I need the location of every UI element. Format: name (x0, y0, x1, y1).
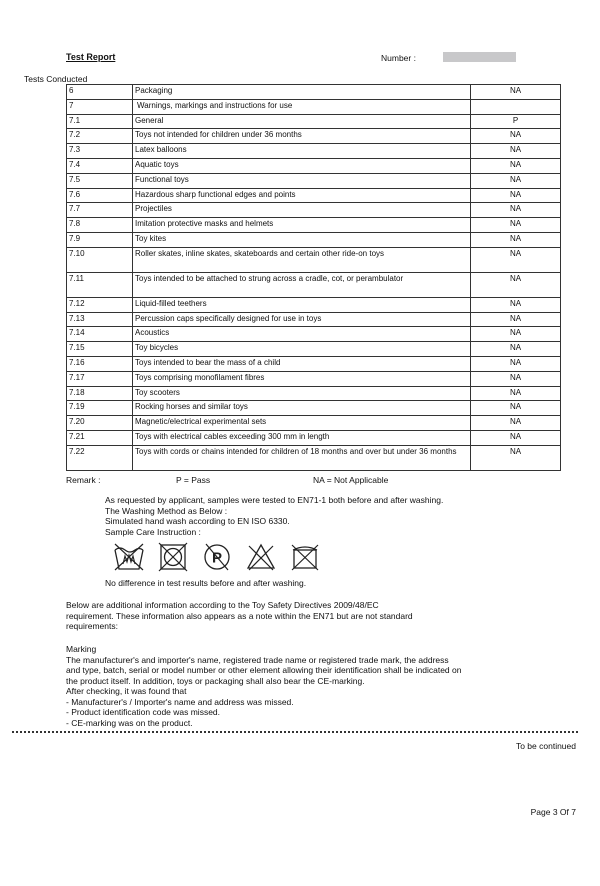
marking-finding: - Product identification code was missed. (66, 707, 221, 717)
section-title: Tests Conducted (24, 74, 88, 84)
clause-cell: 7.2 (67, 129, 133, 144)
washing-method-line: The Washing Method as Below : (105, 505, 228, 516)
page-number: Page 3 Of 7 (530, 807, 576, 817)
item-cell: Hazardous sharp functional edges and points (133, 188, 471, 203)
additional-line: requirement. These information also appears as a note within the EN71 but are not standard (66, 610, 413, 621)
result-cell: NA (471, 342, 561, 357)
tests-table (66, 84, 561, 471)
marking-finding: - Manufacturer's / Importer's name and address was missed. (66, 696, 294, 707)
table-row (67, 416, 561, 431)
clause-cell: 7.15 (67, 342, 133, 357)
separator-line (12, 731, 578, 735)
item-cell: Toys not intended for children under 36 months (133, 129, 471, 144)
table-row (67, 144, 561, 159)
table-row (67, 371, 561, 386)
item-cell: Percussion caps specifically designed for use in toys (133, 312, 471, 327)
result-cell: NA (471, 173, 561, 188)
marking-line: and type, batch, serial or model number or other element allowing their identification shall be indicated on (66, 665, 462, 675)
redacted-report-number (443, 52, 516, 62)
result-cell: NA (471, 272, 561, 297)
item-cell: Toy bicycles (133, 342, 471, 357)
clause-cell: 7.21 (67, 430, 133, 445)
to-be-continued: To be continued (515, 741, 576, 751)
remark-label: Remark : (66, 475, 101, 485)
marking-line: the product itself. In addition, toys or packaging shall also bear the CE-marking. (66, 675, 365, 686)
table-row (67, 327, 561, 342)
table-row (67, 85, 561, 100)
item-cell: Projectiles (133, 203, 471, 218)
report-title: Test Report (66, 52, 116, 62)
care-instruction-label: Sample Care Instruction : (105, 526, 201, 537)
item-cell: Toys intended to bear the mass of a child (133, 356, 471, 371)
result-cell: NA (471, 430, 561, 445)
table-row (67, 430, 561, 445)
washing-line: As requested by applicant, samples were tested to EN71-1 both before and after washing. (105, 495, 444, 505)
table-row (67, 297, 561, 312)
item-cell: Warnings, markings and instructions for use (133, 99, 471, 114)
marking-line: The manufacturer's and importer's name, registered trade name or registered trade mark, the address (66, 654, 449, 665)
clause-cell: 7.19 (67, 401, 133, 416)
item-cell: Roller skates, inline skates, skateboards and certain other ride-on toys (133, 247, 471, 272)
table-row (67, 342, 561, 357)
clause-cell: 7.13 (67, 312, 133, 327)
item-cell: Acoustics (133, 327, 471, 342)
clause-cell: 7.8 (67, 218, 133, 233)
clause-cell: 7.11 (67, 272, 133, 297)
marking-finding: - CE-marking was on the product. (66, 717, 193, 728)
result-cell: NA (471, 297, 561, 312)
item-cell: Rocking horses and similar toys (133, 401, 471, 416)
result-cell: NA (471, 386, 561, 401)
professional-clean-p-icon (201, 542, 233, 572)
no-difference-note: No difference in test results before and after washing. (105, 578, 307, 588)
table-row (67, 232, 561, 247)
clause-cell: 7.16 (67, 356, 133, 371)
table-row (67, 114, 561, 129)
result-cell: NA (471, 401, 561, 416)
do-not-bleach-icon (245, 542, 277, 572)
clause-cell: 7.12 (67, 297, 133, 312)
result-cell: NA (471, 218, 561, 233)
clause-cell: 7.6 (67, 188, 133, 203)
result-cell: NA (471, 85, 561, 100)
result-cell: NA (471, 158, 561, 173)
item-cell: Latex balloons (133, 144, 471, 159)
do-not-iron-icon (289, 542, 321, 572)
table-row (67, 203, 561, 218)
additional-info (66, 600, 546, 632)
item-cell: Toys with cords or chains intended for children of 18 months and over but under 36 months (133, 445, 471, 470)
table-row (67, 312, 561, 327)
do-not-tumble-dry-icon (157, 542, 189, 572)
result-cell: NA (471, 129, 561, 144)
item-cell: Toys with electrical cables exceeding 300 mm in length (133, 430, 471, 445)
result-cell: NA (471, 356, 561, 371)
table-row (67, 445, 561, 470)
result-cell: P (471, 114, 561, 129)
item-cell: Liquid-filled teethers (133, 297, 471, 312)
result-cell: NA (471, 327, 561, 342)
table-row (67, 272, 561, 297)
clause-cell: 7.5 (67, 173, 133, 188)
washing-standard-line: Simulated hand wash according to EN ISO 6330. (105, 516, 290, 526)
tests-table-body (67, 85, 561, 471)
item-cell: General (133, 114, 471, 129)
item-cell: Toys intended to be attached to strung across a cradle, cot, or perambulator (133, 272, 471, 297)
table-row (67, 188, 561, 203)
table-row (67, 401, 561, 416)
clause-cell: 7.18 (67, 386, 133, 401)
svg-text:P: P (211, 549, 223, 567)
result-cell: NA (471, 144, 561, 159)
clause-cell: 7.22 (67, 445, 133, 470)
result-cell: NA (471, 416, 561, 431)
clause-cell: 7.9 (67, 232, 133, 247)
additional-line: Below are additional information according to the Toy Safety Directives 2009/48/EC (66, 600, 379, 610)
table-row (67, 99, 561, 114)
clause-cell: 7 (67, 99, 133, 114)
marking-section (66, 644, 571, 728)
clause-cell: 7.7 (67, 203, 133, 218)
item-cell: Toy kites (133, 232, 471, 247)
item-cell: Aquatic toys (133, 158, 471, 173)
care-instruction-icons (105, 542, 345, 576)
item-cell: Functional toys (133, 173, 471, 188)
remark-pass: P = Pass (176, 475, 211, 485)
marking-line: After checking, it was found that (66, 686, 187, 696)
result-cell: NA (471, 188, 561, 203)
table-row (67, 173, 561, 188)
result-cell: NA (471, 371, 561, 386)
result-cell: NA (471, 247, 561, 272)
clause-cell: 7.14 (67, 327, 133, 342)
table-row (67, 158, 561, 173)
remark-not-applicable: NA = Not Applicable (313, 475, 389, 485)
report-number-label: Number : (381, 53, 416, 63)
result-cell: NA (471, 312, 561, 327)
item-cell: Toys comprising monofilament fibres (133, 371, 471, 386)
result-cell (471, 99, 561, 114)
result-cell: NA (471, 445, 561, 470)
table-row (67, 356, 561, 371)
table-row (67, 218, 561, 233)
hand-wash-icon (113, 542, 145, 572)
clause-cell: 7.20 (67, 416, 133, 431)
clause-cell: 7.1 (67, 114, 133, 129)
clause-cell: 7.17 (67, 371, 133, 386)
additional-line: requirements: (66, 621, 118, 631)
clause-cell: 7.10 (67, 247, 133, 272)
table-row (67, 386, 561, 401)
table-row (67, 129, 561, 144)
table-row (67, 247, 561, 272)
result-cell: NA (471, 203, 561, 218)
item-cell: Toy scooters (133, 386, 471, 401)
result-cell: NA (471, 232, 561, 247)
clause-cell: 7.3 (67, 144, 133, 159)
item-cell: Packaging (133, 85, 471, 100)
item-cell: Magnetic/electrical experimental sets (133, 416, 471, 431)
clause-cell: 6 (67, 85, 133, 100)
marking-title: Marking (66, 644, 97, 654)
clause-cell: 7.4 (67, 158, 133, 173)
washing-info (105, 495, 443, 537)
item-cell: Imitation protective masks and helmets (133, 218, 471, 233)
